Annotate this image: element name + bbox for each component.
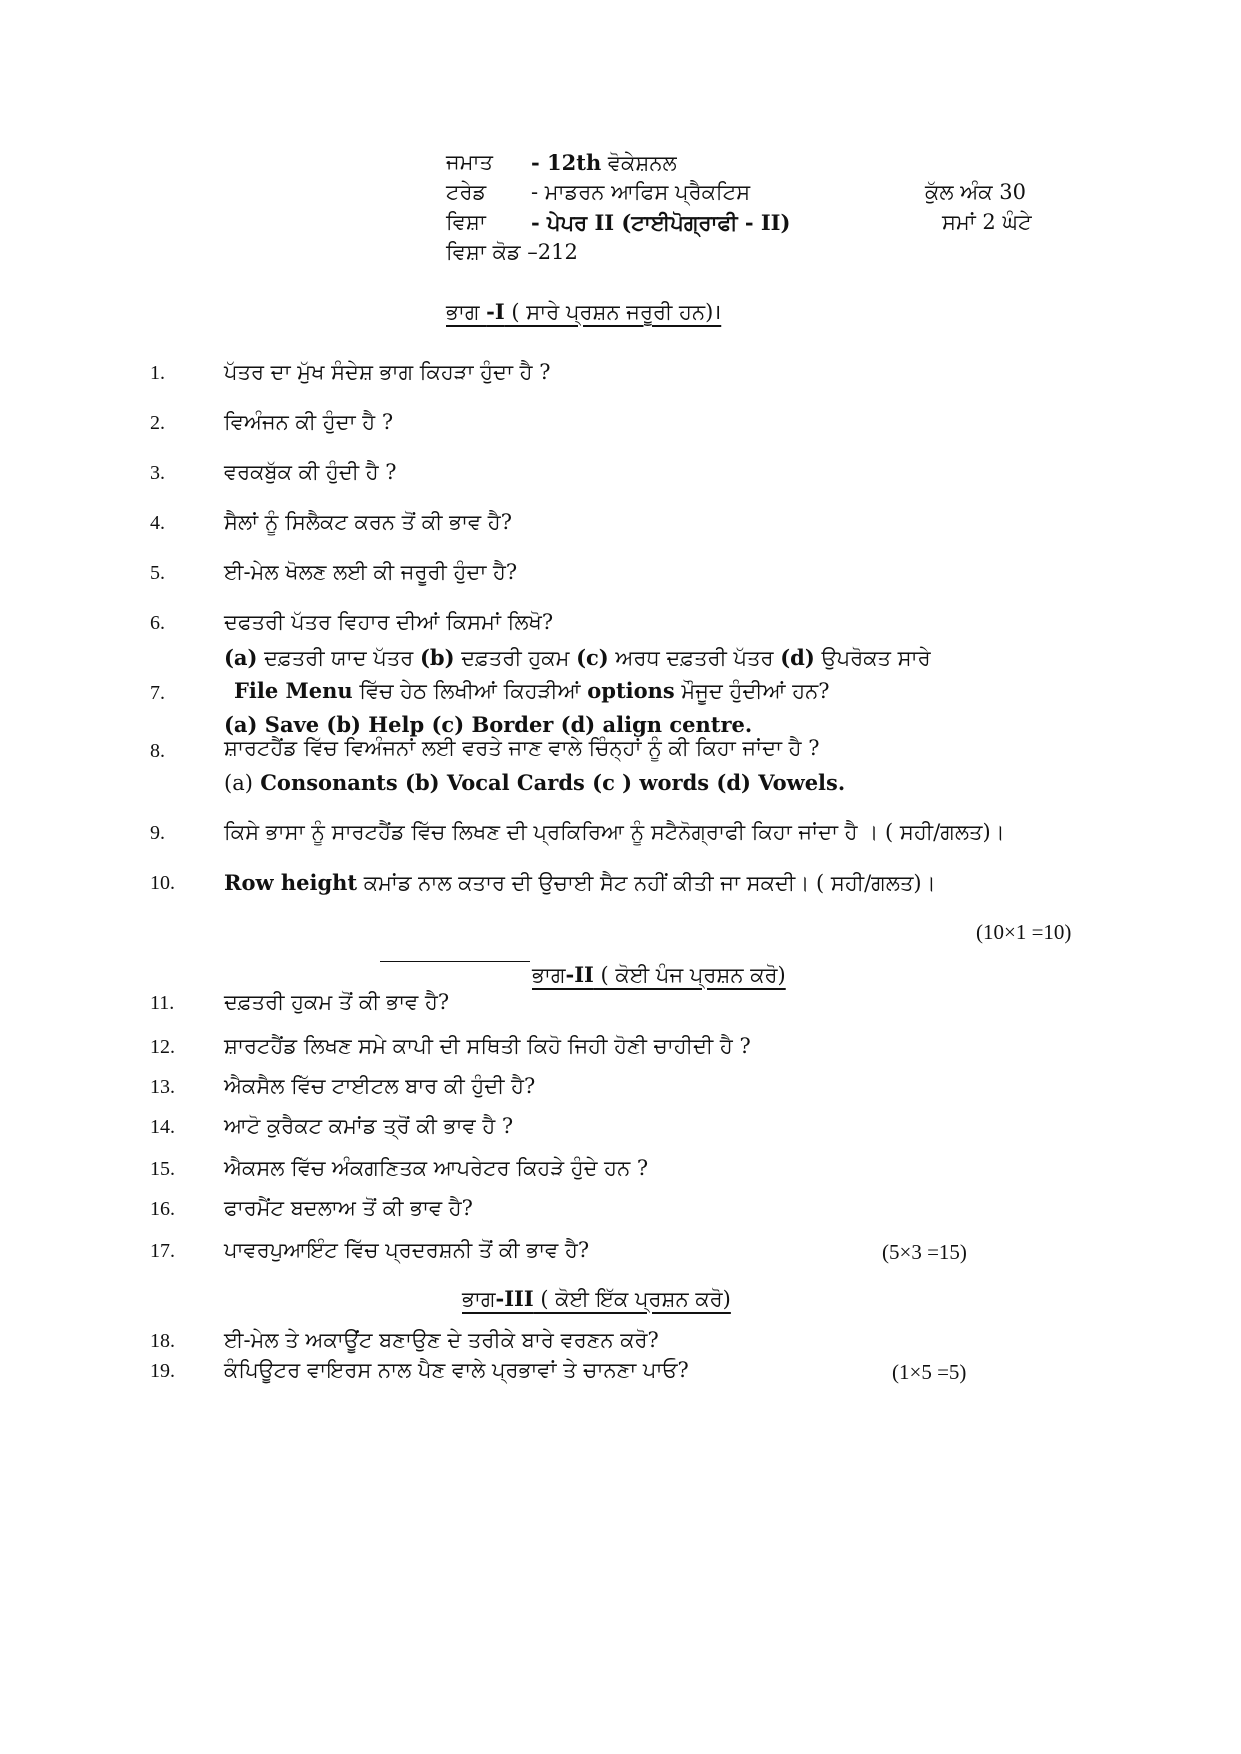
subject-value: - ਪੇਪਰ II (ਟਾਈਪੋਗ੍ਰਾਫੀ - II) <box>531 210 791 235</box>
question-text: ਕਿਸੇ ਭਾਸਾ ਨੂੰ ਸਾਰਟਹੈਂਡ ਵਿੱਚ ਲਿਖਣ ਦੀ ਪ੍ਰਕਿਰਿਆ ਨੂੰ ਸਟੈਨੋਗ੍ਰਾਫੀ ਕਿਹਾ ਜਾਂਦਾ ਹੈ । ( ਸਹੀ/ਗਲਤ)। <box>224 820 1005 844</box>
part1-rest: ( ਸਾਰੇ ਪ੍ਰਸ਼ਨ ਜਰੂਰੀ ਹਨ)। <box>504 300 722 324</box>
q6-opt-d: ਉਪਰੋਕਤ ਸਾਰੇ <box>814 646 931 670</box>
question-number: 7. <box>150 682 165 704</box>
part3-rest: ( ਕੋਈ ਇੱਕ ਪ੍ਰਸ਼ਨ ਕਰੋ) <box>533 1287 731 1311</box>
trade-value: - ਮਾਡਰਨ ਆਫਿਸ ਪ੍ਰੈਕਟਿਸ <box>531 180 751 204</box>
q6-opt-a-label: (a) <box>224 645 258 670</box>
question-text: ਆਟੋ ਕੁਰੈਕਟ ਕਮਾਂਡ ਤ੍ਰੋਂ ਕੀ ਭਾਵ ਹੈ ? <box>224 1114 514 1138</box>
question-text: ਪਾਵਰਪੁਆਇੰਟ ਵਿੱਚ ਪ੍ਰਦਰਸ਼ਨੀ ਤੋਂ ਕੀ ਭਾਵ ਹੈ? <box>224 1238 590 1262</box>
question-number: 3. <box>150 462 165 484</box>
part2-prefix: ਭਾਗ <box>532 963 566 987</box>
part1-title <box>446 298 721 326</box>
q6-opt-c-label: (c) <box>576 645 609 670</box>
q7-options: (a) Save (b) Help (c) Border (d) align centre. <box>224 712 753 737</box>
question-text: ਕੰਪਿਊਟਰ ਵਾਇਰਸ ਨਾਲ ਪੈਣ ਵਾਲੇ ਪ੍ਰਭਾਵਾਂ ਤੇ ਚਾਨਣਾ ਪਾਓ? <box>224 1358 689 1382</box>
q6-opt-b-label: (b) <box>419 645 455 670</box>
question-text: ਸ਼ਾਰਟਹੈਂਡ ਲਿਖਣ ਸਮੇ ਕਾਪੀ ਦੀ ਸਥਿਤੀ ਕਿਹੋ ਜਿਹੀ ਹੋਣੀ ਚਾਹੀਦੀ ਹੈ ? <box>224 1034 751 1058</box>
class-value-bold: - 12th <box>531 150 602 175</box>
question-number: 9. <box>150 822 165 844</box>
question-number: 19. <box>150 1360 175 1382</box>
question-number: 8. <box>150 740 165 762</box>
part1-bold: -I <box>486 299 505 324</box>
question-text <box>224 870 936 896</box>
question-number: 15. <box>150 1158 175 1180</box>
question-text: ਦਫ਼ਤਰੀ ਹੁਕਮ ਤੋਂ ਕੀ ਭਾਵ ਹੈ? <box>224 990 450 1014</box>
question-number: 12. <box>150 1036 175 1058</box>
question-number: 2. <box>150 412 165 434</box>
exam-time: ਸਮਾਂ 2 ਘੰਟੇ <box>942 210 1032 234</box>
q7-bold2: options <box>587 678 675 703</box>
part2-rule <box>380 961 530 962</box>
question-number: 17. <box>150 1240 175 1262</box>
question-text: ਦਫਤਰੀ ਪੱਤਰ ਵਿਹਾਰ ਦੀਆਂ ਕਿਸਮਾਂ ਲਿਖੋ? <box>224 610 554 634</box>
question-text: ਪੱਤਰ ਦਾ ਮੁੱਖ ਸੰਦੇਸ਼ ਭਾਗ ਕਿਹੜਾ ਹੁੰਦਾ ਹੈ ? <box>224 360 551 384</box>
trade-label: ਟਰੇਡ <box>446 180 487 204</box>
part2-rest: ( ਕੋਈ ਪੰਜ ਪ੍ਰਸ਼ਨ ਕਰੋ) <box>593 963 786 987</box>
q8-opt-a-label: (a) <box>224 771 253 795</box>
q7-mid: ਵਿੱਚ ਹੇਠ ਲਿਖੀਆਂ ਕਿਹੜੀਆਂ <box>352 679 588 703</box>
part3-marks: (1×5 =5) <box>892 1360 967 1384</box>
part2-marks: (5×3 =15) <box>882 1240 967 1264</box>
question-text: ਸ਼ਾਰਟਹੈਂਡ ਵਿੱਚ ਵਿਅੰਜਨਾਂ ਲਈ ਵਰਤੇ ਜਾਣ ਵਾਲੇ ਚਿੰਨ੍ਹਾਂ ਨੂੰ ਕੀ ਕਿਹਾ ਜਾਂਦਾ ਹੈ ? <box>224 736 820 760</box>
part3-prefix: ਭਾਗ <box>462 1287 496 1311</box>
q6-opt-d-label: (d) <box>780 645 815 670</box>
part3-bold: -III <box>495 1286 534 1311</box>
question-number: 10. <box>150 872 175 894</box>
part1-marks: (10×1 =10) <box>976 920 1072 944</box>
total-marks: ਕੁੱਲ ਅੰਕ 30 <box>925 180 1026 204</box>
question-text: ਐਕਸੈਲ ਵਿੱਚ ਟਾਈਟਲ ਬਾਰ ਕੀ ਹੁੰਦੀ ਹੈ? <box>224 1074 536 1098</box>
question-number: 6. <box>150 612 165 634</box>
q6-opt-a: ਦਫ਼ਤਰੀ ਯਾਦ ਪੱਤਰ <box>257 646 420 670</box>
q6-options <box>224 645 931 671</box>
q7-bold1: File Menu <box>234 678 353 703</box>
question-number: 13. <box>150 1076 175 1098</box>
question-number: 1. <box>150 362 165 384</box>
q8-opt-rest: Consonants (b) Vocal Cards (c ) words (d) Vowels. <box>252 770 846 795</box>
part2-bold: -II <box>565 962 594 987</box>
q7-end: ਮੌਜੂਦ ਹੁੰਦੀਆਂ ਹਨ? <box>674 679 830 703</box>
question-number: 16. <box>150 1198 175 1220</box>
q6-opt-c: ਅਰਧ ਦਫ਼ਤਰੀ ਪੱਤਰ <box>608 646 781 670</box>
part2-title <box>532 962 786 988</box>
subject-code: ਵਿਸ਼ਾ ਕੋਡ –212 <box>446 240 578 264</box>
question-number: 14. <box>150 1116 175 1138</box>
question-number: 4. <box>150 512 165 534</box>
question-text: ਐਕਸਲ ਵਿੱਚ ਅੰਕਗਣਿਤਕ ਆਪਰੇਟਰ ਕਿਹੜੇ ਹੁੰਦੇ ਹਨ ? <box>224 1156 649 1180</box>
question-text: ਸੈਲਾਂ ਨੂੰ ਸਿਲੈਕਟ ਕਰਨ ਤੋਂ ਕੀ ਭਾਵ ਹੈ? <box>224 510 512 534</box>
question-text: ਵਿਅੰਜਨ ਕੀ ਹੁੰਦਾ ਹੈ ? <box>224 410 394 434</box>
question-text: ਈ-ਮੇਲ ਖੋਲਣ ਲਈ ਕੀ ਜਰੂਰੀ ਹੁੰਦਾ ਹੈ? <box>224 560 518 584</box>
question-text <box>234 678 829 704</box>
class-value-text: ਵੋਕੇਸ਼ਨਲ <box>607 151 677 175</box>
question-text: ਈ-ਮੇਲ ਤੇ ਅਕਾਊਂਟ ਬਣਾਉਣ ਦੇ ਤਰੀਕੇ ਬਾਰੇ ਵਰਣਨ ਕਰੋ? <box>224 1328 659 1352</box>
question-number: 5. <box>150 562 165 584</box>
question-number: 11. <box>150 992 175 1014</box>
question-number: 18. <box>150 1330 175 1352</box>
q10-bold: Row height <box>224 870 358 895</box>
class-label: ਜਮਾਤ <box>446 150 493 174</box>
q10-rest: ਕਮਾਂਡ ਨਾਲ ਕਤਾਰ ਦੀ ਉਚਾਈ ਸੈਟ ਨਹੀਂ ਕੀਤੀ ਜਾ ਸਕਦੀ। ( ਸਹੀ/ਗਲਤ)। <box>357 871 936 895</box>
q8-options <box>224 770 845 795</box>
question-text: ਵਰਕਬੁੱਕ ਕੀ ਹੁੰਦੀ ਹੈ ? <box>224 460 397 484</box>
part3-title <box>462 1286 731 1312</box>
subject-label: ਵਿਸ਼ਾ <box>446 210 486 234</box>
class-value <box>531 150 677 176</box>
question-text: ਫਾਰਮੈਂਟ ਬਦਲਾਅ ਤੋਂ ਕੀ ਭਾਵ ਹੈ? <box>224 1196 473 1220</box>
q6-opt-b: ਦਫ਼ਤਰੀ ਹੁਕਮ <box>454 646 577 670</box>
part1-prefix: ਭਾਗ <box>446 300 487 324</box>
